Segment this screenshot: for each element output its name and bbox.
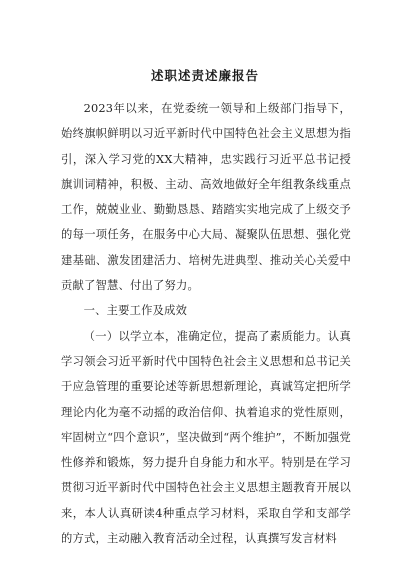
section-heading: 一、主要工作及成效	[83, 304, 188, 318]
document-body	[61, 96, 351, 551]
intro-paragraph: 2023年以来，在党委统一领导和上级部门指导下，始终旗帜鲜明以习近平新时代中国特色社会主义思想为指引，深入学习党的XX大精神，忠实践行习近平总书记授旗训词精神，积极、主动、高效地做好全年组教条线重点工作，兢兢业业、勤勤恳恳、踏踏实实地完成了上级交予的每一项任务，在服务中心大局、凝聚队伍思想、强化党建基础、激发团建活力、培树先进典型、推动关心关爱中贡献了智慧、付出了努力。	[61, 102, 351, 293]
subsection-paragraph: （一）以学立本，准确定位，提高了素质能力。认真学习领会习近平新时代中国特色社会主义思想和总书记关于应急管理的重要论述等新思想新理论，真诚笃定把所学理论内化为毫不动摇的政治信仰、执着追求的党性原则，牢固树立“四个意识”，坚决做到“两个维护”，不断加强党性修养和锻炼，努力提升自身能力和水平。特别是在学习贯彻习近平新时代中国特色社会主义思想主题教育开展以来，本人认真研读4种重点学习材料，采取自学和支部学的方式，主动融入教育活动全过程，认真撰写发言材料	[61, 329, 351, 546]
document-title: 述职述责述廉报告	[150, 68, 259, 83]
